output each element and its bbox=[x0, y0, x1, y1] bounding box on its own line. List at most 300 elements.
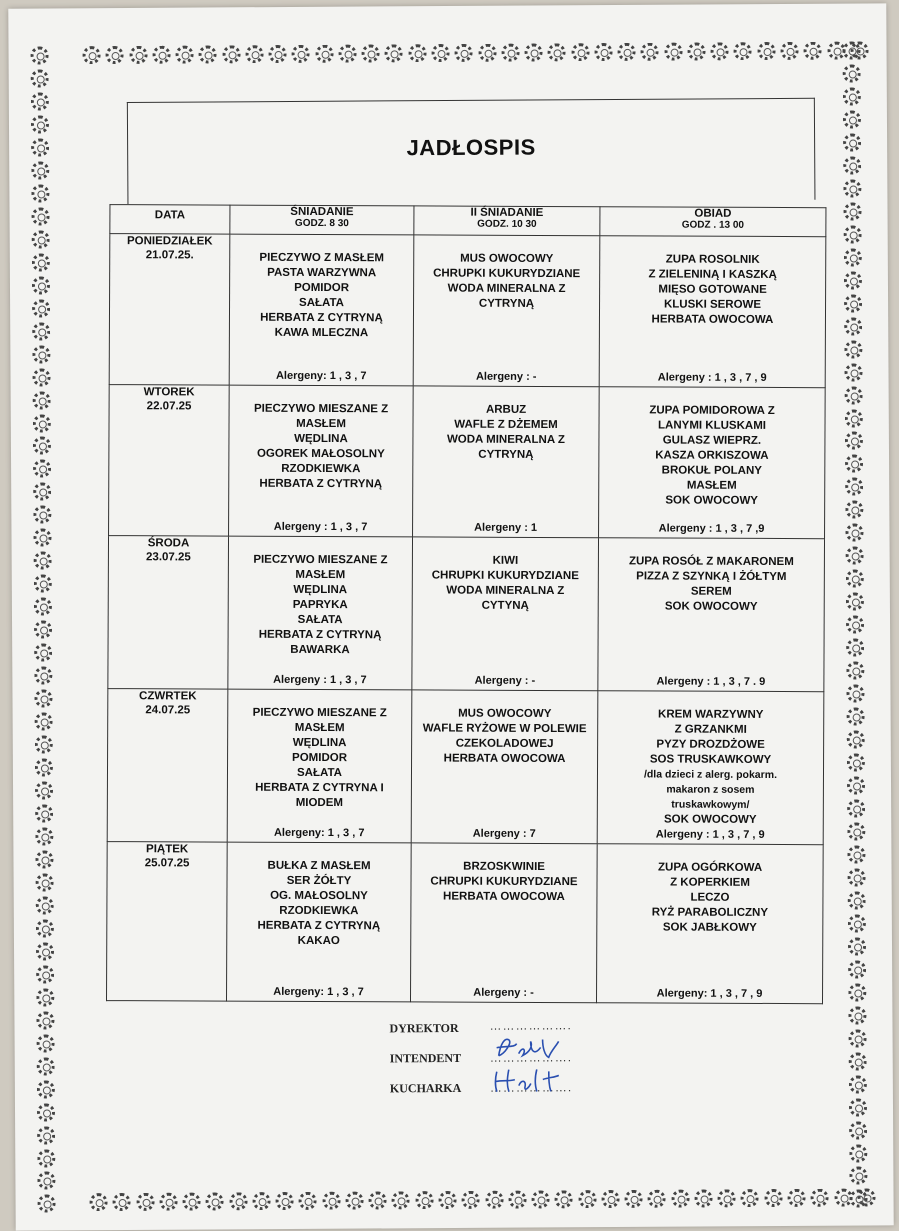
intendant-signature bbox=[487, 1033, 567, 1063]
border-ornament bbox=[152, 46, 170, 64]
border-ornament bbox=[136, 1193, 154, 1211]
border-ornament bbox=[245, 45, 263, 63]
border-ornament bbox=[843, 156, 861, 174]
border-ornament bbox=[113, 1193, 131, 1211]
menu-item: CYTRYNĄ bbox=[478, 297, 535, 310]
border-ornament bbox=[849, 1167, 867, 1185]
border-ornament bbox=[734, 42, 752, 60]
menu-item: POMIDOR bbox=[294, 281, 350, 295]
border-ornament bbox=[462, 1191, 480, 1209]
border-ornament bbox=[718, 1189, 736, 1207]
menu-item: SAŁATA bbox=[296, 766, 342, 780]
border-ornament bbox=[848, 914, 866, 932]
menu-item: BROKUŁ POLANY bbox=[661, 464, 762, 477]
menu-item: ZUPA OGÓRKOWA bbox=[657, 861, 763, 874]
border-ornament bbox=[845, 432, 863, 450]
border-ornament bbox=[369, 1191, 387, 1209]
menu-item: CHRUPKI KUKURYDZIANE bbox=[433, 267, 581, 281]
day-cell bbox=[109, 385, 230, 537]
breakfast-cell bbox=[227, 689, 412, 843]
border-ornament bbox=[843, 202, 861, 220]
border-ornament bbox=[847, 822, 865, 840]
border-ornament bbox=[844, 271, 862, 289]
border-ornament bbox=[848, 937, 866, 955]
border-ornament bbox=[32, 253, 50, 271]
border-ornament bbox=[35, 781, 53, 799]
menu-item: LECZO bbox=[690, 891, 730, 904]
border-ornament bbox=[850, 1190, 868, 1208]
border-ornament bbox=[338, 45, 356, 63]
menu-item: HERBATA OWOCOWA bbox=[651, 313, 774, 326]
menu-item: SOK JABŁKOWY bbox=[662, 921, 757, 934]
lunch-cell bbox=[597, 691, 824, 845]
border-ornament bbox=[33, 391, 51, 409]
border-ornament bbox=[847, 845, 865, 863]
border-ornament bbox=[847, 731, 865, 749]
second-breakfast-cell bbox=[411, 690, 598, 844]
menu-item: PAPRYKA bbox=[292, 598, 348, 612]
menu-item: ZUPA ROSOLNIK bbox=[665, 253, 760, 266]
border-ornament bbox=[269, 45, 287, 63]
day-date: 21.07.25. bbox=[145, 249, 194, 262]
allergens-label: Alergeny : 1 , 3 , 7 ,9 bbox=[658, 522, 765, 535]
title-box bbox=[127, 98, 816, 204]
allergens-label: Alergeny : 7 bbox=[472, 827, 536, 840]
border-ornament bbox=[37, 1126, 55, 1144]
border-ornament bbox=[36, 896, 54, 914]
cook-signature-line: ………………. bbox=[489, 1080, 573, 1095]
border-ornament bbox=[711, 42, 729, 60]
menu-item: SAŁATA bbox=[299, 296, 345, 310]
border-ornament bbox=[845, 455, 863, 473]
day-row bbox=[108, 536, 825, 692]
border-ornament bbox=[129, 46, 147, 64]
menu-item: WĘDLINA bbox=[292, 736, 347, 750]
border-ornament bbox=[431, 44, 449, 62]
border-ornament bbox=[508, 1191, 526, 1209]
border-ornament bbox=[849, 1052, 867, 1070]
allergens-label: Alergeny : 1 , 3 , 7 . 9 bbox=[656, 675, 766, 688]
border-ornament bbox=[292, 45, 310, 63]
border-ornament bbox=[36, 988, 54, 1006]
border-ornament bbox=[618, 43, 636, 61]
day-name: PONIEDZIAŁEK bbox=[126, 235, 213, 248]
border-ornament bbox=[35, 804, 53, 822]
border-ornament bbox=[32, 322, 50, 340]
menu-item: ZUPA POMIDOROWA Z bbox=[649, 404, 775, 417]
border-ornament bbox=[37, 1080, 55, 1098]
border-ornament bbox=[276, 1192, 294, 1210]
menu-item: HERBATA Z CYTRYNĄ bbox=[260, 311, 383, 325]
lunch-cell bbox=[596, 844, 823, 1004]
menu-item: OG. MAŁOSOLNY bbox=[270, 889, 368, 903]
menu-item: MASŁEM bbox=[686, 479, 737, 492]
border-ornament bbox=[846, 662, 864, 680]
border-ornament bbox=[34, 644, 52, 662]
border-ornament bbox=[601, 1190, 619, 1208]
allergens-label: Alergeny : 1 , 3 , 7 bbox=[273, 520, 368, 534]
menu-item: Z KOPERKIEM bbox=[670, 876, 750, 889]
menu-item: PASTA WARZYWNA bbox=[267, 266, 377, 280]
border-ornament bbox=[35, 713, 53, 731]
menu-item: PIECZYWO Z MASŁEM bbox=[259, 251, 385, 265]
menu-item: KLUSKI SEROWE bbox=[663, 298, 762, 311]
header-second-breakfast: II ŚNIADANIE GODZ. 10 30 bbox=[414, 206, 600, 236]
decorative-border-top bbox=[80, 39, 870, 68]
menu-item: WĘDLINA bbox=[293, 583, 348, 597]
border-ornament bbox=[844, 225, 862, 243]
day-name: WTOREK bbox=[143, 386, 195, 399]
menu-item: BAWARKA bbox=[290, 643, 350, 657]
border-ornament bbox=[37, 1034, 55, 1052]
border-ornament bbox=[345, 1192, 363, 1210]
border-ornament bbox=[90, 1193, 108, 1211]
allergens-label: Alergeny : 1 bbox=[474, 521, 538, 534]
menu-item: BRZOSKWINIE bbox=[463, 860, 545, 873]
border-ornament bbox=[849, 1144, 867, 1162]
menu-item: PIECZYWO MIESZANE Z bbox=[253, 553, 388, 567]
menu-item: HERBATA OWOCOWA bbox=[443, 890, 565, 904]
menu-item: CHRUPKI KUKURYDZIANE bbox=[430, 875, 578, 889]
menu-item: KIWI bbox=[492, 554, 519, 567]
border-ornament bbox=[385, 44, 403, 62]
menu-item: MIĘSO GOTOWANE bbox=[658, 283, 767, 296]
border-ornament bbox=[315, 45, 333, 63]
border-ornament bbox=[438, 1191, 456, 1209]
border-ornament bbox=[478, 44, 496, 62]
breakfast-cell bbox=[229, 385, 414, 537]
border-ornament bbox=[846, 685, 864, 703]
allergens-label: Alergeny : 1 , 3 , 7 bbox=[273, 673, 367, 687]
menu-item: SOK OWOCOWY bbox=[663, 813, 757, 826]
border-ornament bbox=[848, 891, 866, 909]
day-cell bbox=[109, 234, 230, 386]
border-ornament bbox=[846, 570, 864, 588]
second-breakfast-cell bbox=[413, 386, 600, 538]
menu-item: HERBATA Z CYTRYNĄ bbox=[259, 477, 383, 491]
allergens-label: Alergeny : 1 , 3 , 7 , 9 bbox=[655, 828, 765, 841]
border-ornament bbox=[843, 87, 861, 105]
page-title: JADŁOSPIS bbox=[406, 134, 536, 161]
border-ornament bbox=[31, 207, 49, 225]
border-ornament bbox=[36, 965, 54, 983]
lunch-cell bbox=[599, 236, 826, 388]
border-ornament bbox=[199, 45, 217, 63]
border-ornament bbox=[83, 46, 101, 64]
border-ornament bbox=[32, 230, 50, 248]
menu-item: CYTYNĄ bbox=[481, 599, 529, 612]
border-ornament bbox=[32, 299, 50, 317]
menu-item: WODA MINERALNA Z bbox=[446, 433, 565, 447]
cook-label: KUCHARKA bbox=[389, 1080, 462, 1096]
menu-item: MASŁEM bbox=[295, 568, 346, 582]
menu-item: SOK OWOCOWY bbox=[665, 494, 759, 507]
border-ornament bbox=[525, 43, 543, 61]
day-row bbox=[106, 842, 823, 1004]
allergens-label: Alergeny : - bbox=[475, 370, 537, 383]
border-ornament bbox=[34, 575, 52, 593]
director-signature-line: ………………. bbox=[489, 1018, 572, 1033]
border-ornament bbox=[36, 919, 54, 937]
border-ornament bbox=[845, 524, 863, 542]
allergens-label: Alergeny: 1 , 3 , 7 bbox=[273, 985, 364, 999]
border-ornament bbox=[780, 42, 798, 60]
border-ornament bbox=[849, 1121, 867, 1139]
menu-item: SER ŻÓŁTY bbox=[286, 874, 352, 888]
menu-item: ZUPA ROSÓŁ Z MAKARONEM bbox=[628, 555, 794, 569]
menu-item: SAŁATA bbox=[297, 613, 343, 627]
border-ornament bbox=[694, 1189, 712, 1207]
border-ornament bbox=[32, 368, 50, 386]
border-ornament bbox=[845, 478, 863, 496]
border-ornament bbox=[843, 133, 861, 151]
border-ornament bbox=[35, 735, 53, 753]
menu-item: RZODKIEWKA bbox=[279, 904, 359, 918]
menu-item: HERBATA Z CYTRYNĄ bbox=[258, 628, 382, 642]
day-row bbox=[107, 689, 824, 845]
border-ornament bbox=[641, 43, 659, 61]
border-ornament bbox=[34, 621, 52, 639]
menu-item: MIODEM bbox=[295, 796, 344, 810]
border-ornament bbox=[183, 1193, 201, 1211]
border-ornament bbox=[455, 44, 473, 62]
border-ornament bbox=[322, 1192, 340, 1210]
second-breakfast-cell bbox=[413, 235, 600, 387]
border-ornament bbox=[849, 1075, 867, 1093]
border-ornament bbox=[664, 43, 682, 61]
border-ornament bbox=[532, 1190, 550, 1208]
day-date: 24.07.25 bbox=[145, 704, 191, 717]
border-ornament bbox=[31, 138, 49, 156]
menu-item: MASŁEM bbox=[294, 721, 345, 735]
border-ornament bbox=[548, 43, 566, 61]
menu-item: MASŁEM bbox=[296, 417, 346, 431]
border-ornament bbox=[37, 1057, 55, 1075]
border-ornament bbox=[362, 44, 380, 62]
menu-item: CHRUPKI KUKURYDZIANE bbox=[431, 569, 579, 583]
border-ornament bbox=[176, 46, 194, 64]
border-ornament bbox=[38, 1195, 56, 1213]
menu-item: OGOREK MAŁOSOLNY bbox=[256, 447, 385, 461]
allergens-label: Alergeny : 1 , 3 , 7 , 9 bbox=[657, 371, 767, 384]
border-ornament bbox=[848, 960, 866, 978]
border-ornament bbox=[36, 942, 54, 960]
header-lunch: OBIAD GODZ . 13 00 bbox=[600, 207, 826, 237]
menu-item: BUŁKA Z MASŁEM bbox=[267, 859, 371, 873]
border-ornament bbox=[757, 42, 775, 60]
menu-item: POMIDOR bbox=[292, 751, 348, 765]
border-ornament bbox=[252, 1192, 270, 1210]
day-name: PIĄTEK bbox=[146, 843, 189, 856]
border-ornament bbox=[159, 1193, 177, 1211]
menu-item: HERBATA Z CYTRYNA I bbox=[255, 781, 384, 795]
border-ornament bbox=[847, 754, 865, 772]
border-ornament bbox=[415, 1191, 433, 1209]
menu-item: SEREM bbox=[690, 585, 732, 598]
menu-item: WĘDLINA bbox=[294, 432, 348, 446]
border-ornament bbox=[37, 1149, 55, 1167]
border-ornament bbox=[846, 639, 864, 657]
border-ornament bbox=[844, 294, 862, 312]
border-ornament bbox=[847, 776, 865, 794]
day-row bbox=[109, 385, 826, 539]
header-date: DATA bbox=[110, 205, 230, 235]
border-ornament bbox=[846, 593, 864, 611]
border-ornament bbox=[845, 409, 863, 427]
border-ornament bbox=[787, 1189, 805, 1207]
menu-item: LANYMI KLUSKAMI bbox=[657, 419, 767, 432]
border-ornament bbox=[106, 46, 124, 64]
menu-item: PIECZYWO MIESZANE Z bbox=[253, 402, 389, 416]
border-ornament bbox=[485, 1191, 503, 1209]
border-ornament bbox=[804, 42, 822, 60]
border-ornament bbox=[32, 276, 50, 294]
border-ornament bbox=[408, 44, 426, 62]
menu-item: WODA MINERALNA Z bbox=[447, 282, 566, 296]
border-ornament bbox=[848, 1006, 866, 1024]
border-ornament bbox=[206, 1192, 224, 1210]
border-ornament bbox=[648, 1190, 666, 1208]
menu-item: MUS OWOCOWY bbox=[458, 707, 552, 721]
menu-item: ARBUZ bbox=[485, 403, 527, 416]
decorative-border-left bbox=[28, 44, 59, 1215]
border-ornament bbox=[31, 115, 49, 133]
border-ornament bbox=[35, 850, 53, 868]
menu-item: /dla dzieci z alerg. pokarm. bbox=[643, 768, 778, 781]
border-ornament bbox=[847, 708, 865, 726]
decorative-border-right bbox=[840, 39, 871, 1210]
border-ornament bbox=[222, 45, 240, 63]
border-ornament bbox=[34, 667, 52, 685]
border-ornament bbox=[847, 799, 865, 817]
day-name: ŚRODA bbox=[147, 537, 190, 550]
border-ornament bbox=[845, 386, 863, 404]
border-ornament bbox=[555, 1190, 573, 1208]
border-ornament bbox=[37, 1172, 55, 1190]
lunch-cell bbox=[599, 387, 826, 539]
director-label: DYREKTOR bbox=[389, 1020, 459, 1036]
allergens-label: Alergeny: 1 , 3 , 7 , 9 bbox=[656, 987, 763, 1000]
menu-item: KAWA MLECZNA bbox=[274, 326, 369, 340]
menu-item: SOS TRUSKAWKOWY bbox=[649, 753, 772, 766]
border-ornament bbox=[33, 414, 51, 432]
allergens-label: Alergeny : - bbox=[473, 986, 534, 999]
allergens-label: Alergeny: 1 , 3 , 7 bbox=[275, 369, 367, 383]
day-cell bbox=[108, 536, 229, 690]
border-ornament bbox=[625, 1190, 643, 1208]
border-ornament bbox=[843, 179, 861, 197]
border-ornament bbox=[33, 483, 51, 501]
border-ornament bbox=[846, 616, 864, 634]
breakfast-cell bbox=[226, 842, 411, 1002]
border-ornament bbox=[844, 317, 862, 335]
border-ornament bbox=[849, 1029, 867, 1047]
menu-item: truskawkowym/ bbox=[671, 798, 750, 811]
menu-item: WAFLE RYŻOWE W POLEWIE bbox=[422, 722, 587, 736]
border-ornament bbox=[843, 110, 861, 128]
breakfast-cell bbox=[228, 536, 413, 690]
border-ornament bbox=[844, 248, 862, 266]
menu-item: KAKAO bbox=[297, 934, 340, 948]
border-ornament bbox=[848, 983, 866, 1001]
allergens-label: Alergeny: 1 , 3 , 7 bbox=[273, 826, 365, 840]
border-ornament bbox=[842, 41, 860, 59]
border-ornament bbox=[844, 363, 862, 381]
day-row bbox=[109, 234, 826, 388]
border-ornament bbox=[32, 345, 50, 363]
border-ornament bbox=[33, 506, 51, 524]
menu-item: GULASZ WIEPRZ. bbox=[662, 434, 762, 447]
border-ornament bbox=[31, 69, 49, 87]
menu-item: HERBATA OWOCOWA bbox=[443, 752, 566, 766]
header-breakfast: ŚNIADANIE GODZ. 8 30 bbox=[230, 205, 414, 235]
border-ornament bbox=[34, 552, 52, 570]
border-ornament bbox=[31, 46, 49, 64]
menu-item: WODA MINERALNA Z bbox=[446, 584, 565, 598]
day-date: 23.07.25 bbox=[146, 551, 191, 564]
day-name: CZWRTEK bbox=[139, 690, 197, 703]
day-cell bbox=[106, 842, 227, 1002]
border-ornament bbox=[849, 1098, 867, 1116]
menu-item: SOK OWOCOWY bbox=[664, 600, 758, 613]
border-ornament bbox=[35, 758, 53, 776]
menu-item: makaron z sosem bbox=[666, 783, 755, 796]
day-date: 22.07.25 bbox=[146, 400, 192, 413]
header-row bbox=[110, 205, 826, 237]
decorative-border-bottom bbox=[88, 1186, 878, 1215]
border-ornament bbox=[31, 92, 49, 110]
menu-item: PIZZA Z SZYNKĄ I ŻÓŁTYM bbox=[636, 570, 787, 584]
second-breakfast-cell bbox=[410, 843, 597, 1003]
border-ornament bbox=[31, 184, 49, 202]
menu-item: RZODKIEWKA bbox=[281, 462, 361, 476]
border-ornament bbox=[578, 1190, 596, 1208]
border-ornament bbox=[33, 437, 51, 455]
day-cell bbox=[107, 689, 228, 843]
menu-item: PYZY DROZDŻOWE bbox=[656, 738, 765, 751]
border-ornament bbox=[844, 340, 862, 358]
border-ornament bbox=[764, 1189, 782, 1207]
lunch-cell bbox=[598, 538, 825, 692]
border-ornament bbox=[229, 1192, 247, 1210]
border-ornament bbox=[687, 42, 705, 60]
menu-sheet bbox=[8, 3, 893, 1230]
menu-item: WAFLE Z DŻEMEM bbox=[454, 418, 558, 432]
border-ornament bbox=[845, 501, 863, 519]
border-ornament bbox=[34, 690, 52, 708]
intendant-label: INTENDENT bbox=[389, 1050, 462, 1066]
menu-item: KASZA ORKISZOWA bbox=[655, 449, 769, 462]
menu-item: CYTRYNĄ bbox=[478, 448, 534, 461]
cook-signature bbox=[485, 1063, 575, 1096]
border-ornament bbox=[843, 64, 861, 82]
border-ornament bbox=[594, 43, 612, 61]
border-ornament bbox=[36, 873, 54, 891]
border-ornament bbox=[35, 827, 53, 845]
menu-table bbox=[106, 204, 826, 1004]
border-ornament bbox=[811, 1189, 829, 1207]
border-ornament bbox=[36, 1011, 54, 1029]
border-ornament bbox=[33, 529, 51, 547]
border-ornament bbox=[392, 1191, 410, 1209]
menu-item: HERBATA Z CYTRYNĄ bbox=[257, 919, 381, 933]
border-ornament bbox=[571, 43, 589, 61]
menu-item: CZEKOLADOWEJ bbox=[455, 737, 554, 751]
menu-item: PIECZYWO MIESZANE Z bbox=[252, 706, 387, 720]
menu-item: Z GRZANKMI bbox=[674, 723, 747, 736]
menu-item: MUS OWOCOWY bbox=[460, 252, 554, 266]
second-breakfast-cell bbox=[412, 537, 599, 691]
